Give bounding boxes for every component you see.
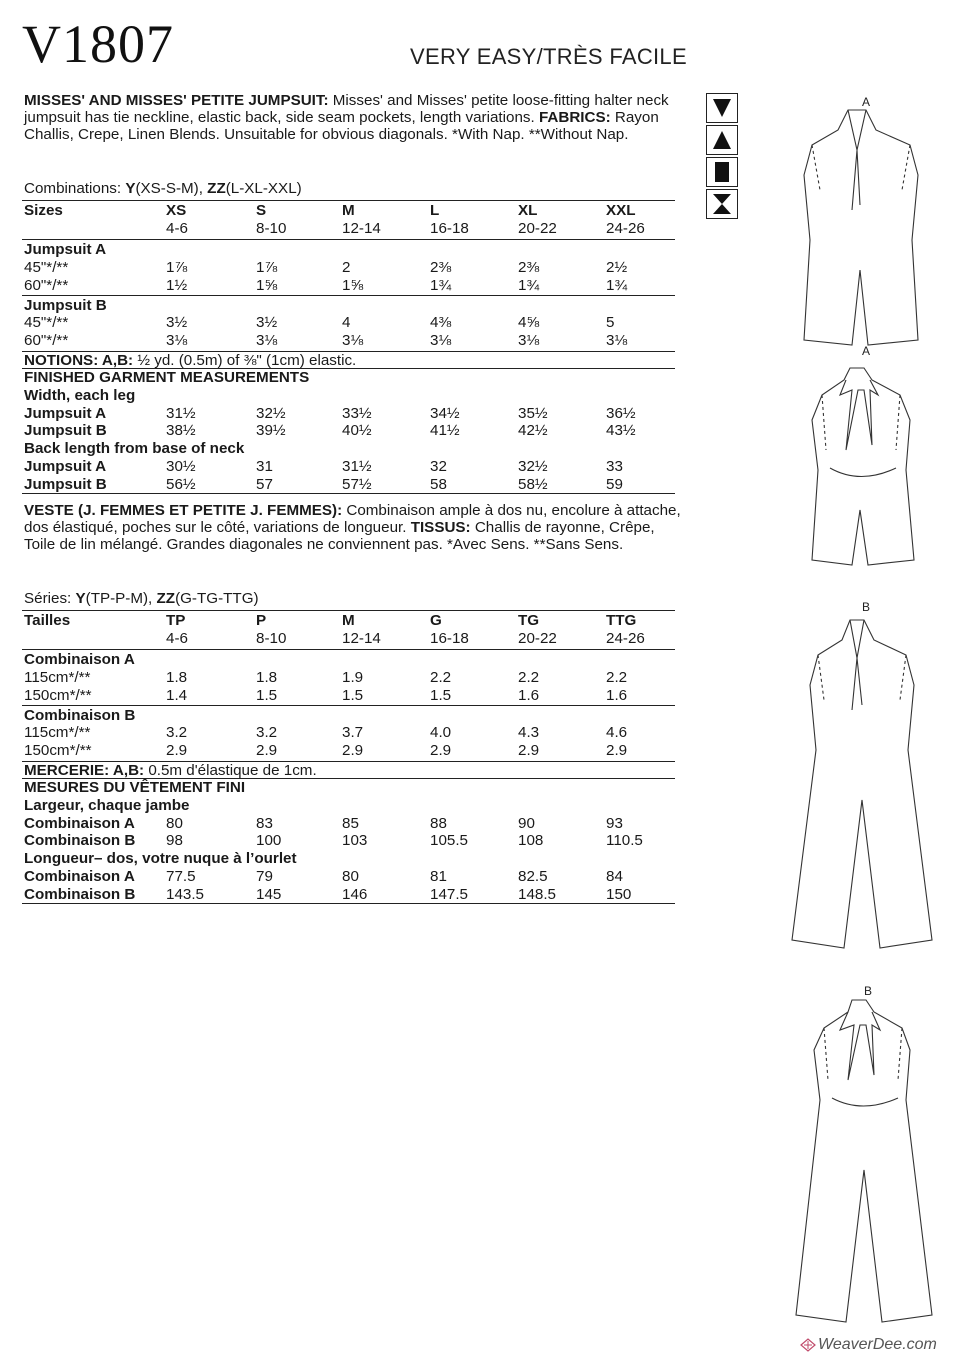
figure-label-b-back: B bbox=[864, 984, 873, 998]
cell-value: 2.9 bbox=[430, 741, 452, 759]
cell-value: 88 bbox=[430, 814, 447, 832]
row-label: Tailles bbox=[24, 612, 71, 629]
yardage-row bbox=[24, 669, 684, 686]
cell-value: 2.9 bbox=[606, 741, 628, 759]
cell-value: 8-10 bbox=[256, 629, 287, 647]
cell-value: 24-26 bbox=[606, 219, 645, 237]
cell-value: 2.2 bbox=[606, 669, 628, 687]
row-label: Longueur– dos, votre nuque à l’ourlet bbox=[24, 850, 297, 868]
watermark-logo-icon bbox=[800, 1338, 816, 1352]
row-label: 115cm*/** bbox=[24, 724, 91, 742]
cell-value: 36½ bbox=[606, 404, 636, 422]
size-range-row bbox=[24, 220, 684, 237]
finished-row bbox=[24, 832, 684, 849]
cell-value: 59 bbox=[606, 475, 623, 493]
cell-value: 20-22 bbox=[518, 629, 557, 647]
row-label: Combinaison A bbox=[24, 814, 135, 832]
bold-run: FABRICS: bbox=[538, 109, 611, 127]
cell-value: 3⅛ bbox=[606, 331, 628, 349]
notions-label: MERCERIE: A,B: bbox=[24, 761, 145, 779]
row-label: FINISHED GARMENT MEASUREMENTS bbox=[24, 369, 310, 387]
bold-run: ZZ bbox=[156, 590, 176, 607]
cell-value: 80 bbox=[342, 867, 359, 885]
finished-group-title bbox=[24, 850, 684, 867]
cell-value: 41½ bbox=[430, 422, 460, 440]
cell-value: 5 bbox=[606, 314, 615, 332]
jumpsuit-a-back-illustration bbox=[812, 368, 914, 565]
size-range-row bbox=[24, 630, 684, 647]
bold-run: VESTE (J. FEMMES ET PETITE J. FEMMES): bbox=[24, 502, 343, 519]
bold-run: ZZ bbox=[207, 180, 226, 197]
cell-value: 33½ bbox=[342, 404, 372, 422]
cell-value: P bbox=[256, 612, 267, 629]
text-run: Combinaison ample à dos nu, encolure à attache, dos élastiqué, poches sur le côté, variations de longueur. bbox=[24, 502, 681, 537]
watermark-text: WeaverDee.com bbox=[818, 1336, 937, 1353]
sizes-row bbox=[24, 612, 684, 629]
cell-value: 31½ bbox=[342, 457, 372, 475]
cell-value: 4.3 bbox=[518, 724, 540, 742]
cell-value: XXL bbox=[606, 202, 636, 219]
cell-value: 32½ bbox=[518, 457, 548, 475]
cell-value: 1.5 bbox=[342, 686, 364, 704]
cell-value: 31½ bbox=[166, 404, 196, 422]
bold-run: MISSES' AND MISSES' PETITE JUMPSUIT: bbox=[24, 92, 329, 109]
cell-value: 83 bbox=[256, 814, 273, 832]
cell-value: 3½ bbox=[256, 314, 278, 332]
cell-value: 1.8 bbox=[166, 669, 188, 687]
row-label: Jumpsuit B bbox=[24, 422, 107, 440]
cell-value: 110.5 bbox=[606, 832, 643, 850]
cell-value: 4⅜ bbox=[430, 314, 452, 332]
cell-value: 1.5 bbox=[256, 686, 278, 704]
finished-group-title bbox=[24, 797, 684, 814]
row-label: Jumpsuit A bbox=[24, 457, 107, 475]
cell-value: 43½ bbox=[606, 422, 636, 440]
cell-value: 85 bbox=[342, 814, 359, 832]
cell-value: 2.2 bbox=[430, 669, 452, 687]
row-label: Combinaison A bbox=[24, 867, 135, 885]
cell-value: 2.2 bbox=[518, 669, 540, 687]
row-label: Sizes bbox=[24, 202, 63, 219]
row-label: Combinaison B bbox=[24, 832, 136, 850]
cell-value: 4 bbox=[342, 314, 351, 332]
rule-line bbox=[22, 239, 675, 240]
cell-value: 1.8 bbox=[256, 669, 278, 687]
jumpsuit-b-front-illustration bbox=[792, 620, 932, 948]
cell-value: 100 bbox=[256, 832, 282, 850]
cell-value: 1.9 bbox=[342, 669, 364, 687]
cell-value: XL bbox=[518, 202, 538, 219]
yardage-row bbox=[24, 724, 684, 741]
cell-value: G bbox=[430, 612, 442, 629]
cell-value: 148.5 bbox=[518, 885, 557, 903]
row-label: Largeur, chaque jambe bbox=[24, 797, 190, 814]
jumpsuit-a-front-illustration bbox=[804, 110, 918, 345]
cell-value: 1¾ bbox=[606, 276, 628, 294]
finished-row bbox=[24, 886, 684, 903]
text-run: Challis de rayonne, Crêpe, Toile de lin mélangé. Grandes diagonales ne conviennent pas. *Avec Sens. **Sans Sens. bbox=[24, 519, 655, 554]
cell-value: 4.0 bbox=[430, 724, 452, 742]
row-label: 115cm*/** bbox=[24, 669, 91, 687]
cell-value: S bbox=[256, 202, 267, 219]
row-label: Jumpsuit A bbox=[24, 241, 107, 259]
yardage-row bbox=[24, 277, 684, 294]
cell-value: 12-14 bbox=[342, 219, 381, 237]
yardage-row bbox=[24, 742, 684, 759]
text-run: (G-TG-TTG) bbox=[175, 590, 259, 607]
cell-value: 2⅜ bbox=[518, 259, 540, 277]
cell-value: 4⅝ bbox=[518, 314, 540, 332]
finished-row bbox=[24, 405, 684, 422]
description-english bbox=[24, 92, 684, 144]
cell-value: 77.5 bbox=[166, 867, 196, 885]
rule-line bbox=[22, 903, 675, 904]
cell-value: TG bbox=[518, 612, 540, 629]
cell-value: 105.5 bbox=[430, 832, 469, 850]
yardage-row bbox=[24, 314, 684, 331]
cell-value: 103 bbox=[342, 832, 368, 850]
text-run: (L-XL-XXL) bbox=[225, 180, 302, 197]
cell-value: 32½ bbox=[256, 404, 286, 422]
cell-value: 30½ bbox=[166, 457, 196, 475]
cell-value: 3⅛ bbox=[256, 331, 278, 349]
cell-value: 93 bbox=[606, 814, 623, 832]
cell-value: 1¾ bbox=[430, 276, 452, 294]
bold-run: TISSUS: bbox=[410, 519, 471, 537]
rule-line bbox=[22, 493, 675, 494]
cell-value: 81 bbox=[430, 867, 447, 885]
pattern-code: V1807 bbox=[22, 14, 174, 74]
cell-value: TP bbox=[166, 612, 186, 629]
finished-group-title bbox=[24, 440, 684, 457]
cell-value: 82.5 bbox=[518, 867, 548, 885]
cell-value: 16-18 bbox=[430, 219, 469, 237]
description-french bbox=[24, 502, 684, 554]
bold-run: Y bbox=[125, 180, 136, 197]
cell-value: 2.9 bbox=[166, 741, 188, 759]
cell-value: M bbox=[342, 612, 355, 629]
cell-value: 58½ bbox=[518, 475, 548, 493]
rule-line bbox=[22, 705, 675, 706]
row-label: Combinaison B bbox=[24, 885, 136, 903]
cell-value: XS bbox=[166, 202, 187, 219]
cell-value: 108 bbox=[518, 832, 544, 850]
cell-value: 3⅛ bbox=[518, 331, 540, 349]
cell-value: 24-26 bbox=[606, 629, 645, 647]
cell-value: 8-10 bbox=[256, 219, 287, 237]
cell-value: 2½ bbox=[606, 259, 628, 277]
cell-value: 90 bbox=[518, 814, 535, 832]
cell-value: 1½ bbox=[166, 276, 188, 294]
yardage-group-title bbox=[24, 651, 684, 668]
cell-value: 79 bbox=[256, 867, 273, 885]
yardage-row bbox=[24, 687, 684, 704]
finished-row bbox=[24, 458, 684, 475]
yardage-row bbox=[24, 259, 684, 276]
yardage-group-title bbox=[24, 297, 684, 314]
notions-row bbox=[24, 352, 684, 369]
cell-value: 3⅛ bbox=[430, 331, 452, 349]
cell-value: 98 bbox=[166, 832, 183, 850]
row-label: Jumpsuit A bbox=[24, 404, 107, 422]
cell-value: 3½ bbox=[166, 314, 188, 332]
finished-row bbox=[24, 476, 684, 493]
finished-title bbox=[24, 779, 684, 796]
finished-row bbox=[24, 868, 684, 885]
cell-value: 38½ bbox=[166, 422, 196, 440]
cell-value: 3⅛ bbox=[342, 331, 364, 349]
notions-text: ½ yd. (0.5m) of ⅜" (1cm) elastic. bbox=[133, 351, 357, 369]
cell-value: L bbox=[430, 202, 440, 219]
garment-illustrations bbox=[760, 90, 969, 1340]
finished-group-title bbox=[24, 387, 684, 404]
layout-symbols bbox=[706, 93, 738, 221]
row-label: Combinaison B bbox=[24, 706, 136, 724]
cell-value: 57 bbox=[256, 475, 273, 493]
row-label: Back length from base of neck bbox=[24, 440, 245, 458]
cell-value: 2.9 bbox=[342, 741, 364, 759]
cell-value: 31 bbox=[256, 457, 273, 475]
hourglass-icon bbox=[706, 189, 738, 219]
row-label: 150cm*/** bbox=[24, 741, 92, 759]
cell-value: 57½ bbox=[342, 475, 372, 493]
row-label: Jumpsuit B bbox=[24, 475, 107, 493]
jumpsuit-b-back-illustration bbox=[796, 1000, 932, 1322]
cell-value: 58 bbox=[430, 475, 447, 493]
text-run: Rayon Challis, Crepe, Linen Blends. Unsuitable for obvious diagonals. *With Nap. **Without Nap. bbox=[24, 109, 659, 144]
cell-value: 20-22 bbox=[518, 219, 557, 237]
cell-value: 56½ bbox=[166, 475, 196, 493]
cell-value: 3.2 bbox=[166, 724, 188, 742]
row-label: Width, each leg bbox=[24, 387, 136, 404]
cell-value: 1.6 bbox=[518, 686, 540, 704]
row-label: Jumpsuit B bbox=[24, 296, 107, 314]
notions-row bbox=[24, 762, 684, 779]
rule-line bbox=[22, 610, 675, 611]
cell-value: 2 bbox=[342, 259, 351, 277]
cell-value: 4-6 bbox=[166, 219, 188, 237]
notions-label: NOTIONS: A,B: bbox=[24, 351, 134, 369]
cell-value: 2.9 bbox=[256, 741, 278, 759]
row-label: MESURES DU VÊTEMENT FINI bbox=[24, 779, 246, 797]
triangle-down-icon bbox=[706, 93, 738, 123]
sizes-row bbox=[24, 202, 684, 219]
cell-value: 1⅞ bbox=[256, 259, 278, 277]
cell-value: 3⅛ bbox=[166, 331, 188, 349]
row-label: 45"*/** bbox=[24, 259, 69, 277]
rule-line bbox=[22, 200, 675, 201]
text-run: Misses' and Misses' petite loose-fitting halter neck jumpsuit has tie neckline, elastic back, side seam pockets, length variations. bbox=[24, 92, 669, 127]
cell-value: 145 bbox=[256, 885, 282, 903]
yardage-group-title bbox=[24, 241, 684, 258]
cell-value: 4.6 bbox=[606, 724, 628, 742]
text-run: Combinations: bbox=[24, 180, 126, 197]
cell-value: 33 bbox=[606, 457, 623, 475]
cell-value: TTG bbox=[606, 612, 637, 629]
cell-value: 39½ bbox=[256, 422, 286, 440]
cell-value: 1.4 bbox=[166, 686, 188, 704]
rectangle-icon bbox=[706, 157, 738, 187]
figure-label-b-front: B bbox=[862, 600, 871, 614]
cell-value: 150 bbox=[606, 885, 632, 903]
combinations-french bbox=[24, 590, 259, 607]
difficulty-label: VERY EASY/TRÈS FACILE bbox=[410, 44, 687, 69]
text-run: Séries: bbox=[24, 590, 76, 607]
finished-row bbox=[24, 422, 684, 439]
cell-value: 80 bbox=[166, 814, 183, 832]
cell-value: 1.5 bbox=[430, 686, 452, 704]
row-label: Combinaison A bbox=[24, 651, 135, 669]
rule-line bbox=[22, 295, 675, 296]
figure-label-a-front: A bbox=[862, 95, 871, 109]
rule-line bbox=[22, 649, 675, 650]
combinations-english bbox=[24, 180, 302, 197]
finished-row bbox=[24, 815, 684, 832]
figure-label-a-back: A bbox=[862, 344, 871, 358]
text-run: (TP-P-M), bbox=[85, 590, 157, 607]
cell-value: 1⅞ bbox=[166, 259, 188, 277]
cell-value: 1¾ bbox=[518, 276, 540, 294]
row-label: 150cm*/** bbox=[24, 686, 92, 704]
yardage-row bbox=[24, 332, 684, 349]
cell-value: 4-6 bbox=[166, 629, 188, 647]
cell-value: 1⅝ bbox=[342, 276, 364, 294]
bold-run: Y bbox=[75, 590, 86, 607]
cell-value: 1.6 bbox=[606, 686, 628, 704]
cell-value: 3.7 bbox=[342, 724, 364, 742]
cell-value: 3.2 bbox=[256, 724, 278, 742]
cell-value: M bbox=[342, 202, 355, 219]
cell-value: 2⅜ bbox=[430, 259, 452, 277]
cell-value: 2.9 bbox=[518, 741, 540, 759]
notions-text: 0.5m d'élastique de 1cm. bbox=[144, 761, 317, 779]
cell-value: 40½ bbox=[342, 422, 372, 440]
row-label: 45"*/** bbox=[24, 314, 69, 332]
cell-value: 1⅝ bbox=[256, 276, 278, 294]
yardage-group-title bbox=[24, 707, 684, 724]
text-run: (XS-S-M), bbox=[135, 180, 208, 197]
cell-value: 16-18 bbox=[430, 629, 469, 647]
cell-value: 32 bbox=[430, 457, 447, 475]
finished-title bbox=[24, 369, 684, 386]
cell-value: 34½ bbox=[430, 404, 460, 422]
triangle-up-icon bbox=[706, 125, 738, 155]
cell-value: 147.5 bbox=[430, 885, 469, 903]
row-label: 60"*/** bbox=[24, 331, 69, 349]
cell-value: 35½ bbox=[518, 404, 548, 422]
row-label: 60"*/** bbox=[24, 276, 69, 294]
cell-value: 143.5 bbox=[166, 885, 205, 903]
cell-value: 84 bbox=[606, 867, 623, 885]
cell-value: 42½ bbox=[518, 422, 548, 440]
cell-value: 146 bbox=[342, 885, 368, 903]
cell-value: 12-14 bbox=[342, 629, 381, 647]
